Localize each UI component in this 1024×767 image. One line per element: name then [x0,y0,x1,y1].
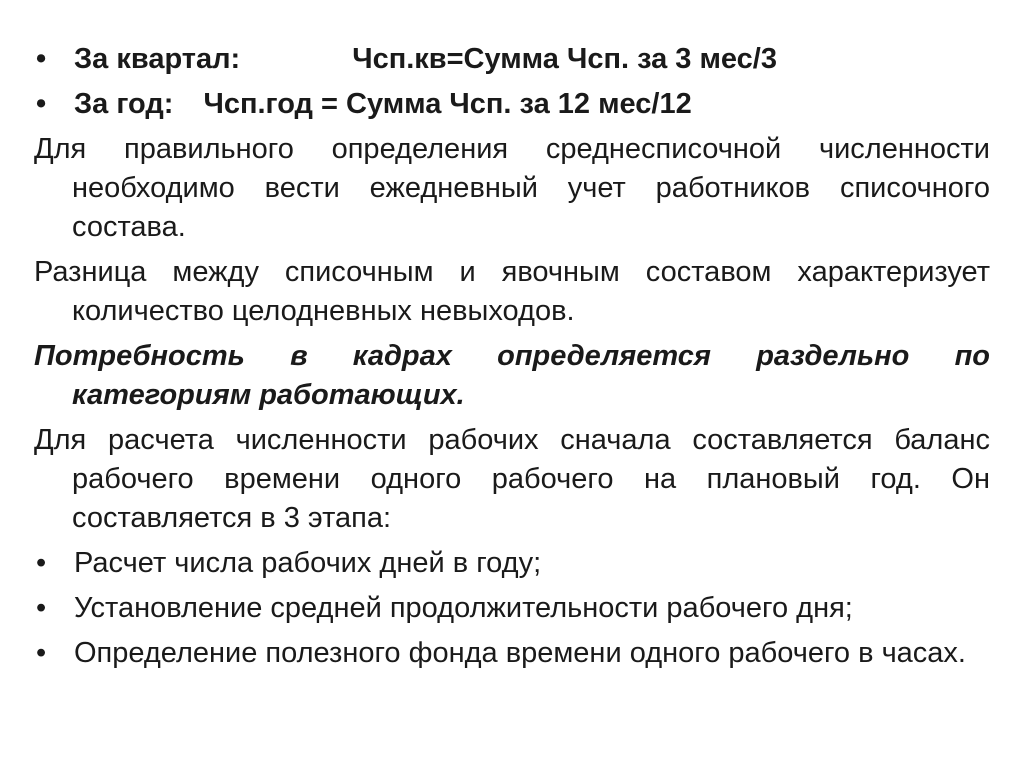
bullet-icon: • [36,43,47,75]
paragraph-balance: Для расчета численности рабочих сначала составляется баланс рабочего времени одного рабочего на плановый год. Он составляется в 3 этапа: [34,424,990,534]
paragraph-daily-accounting: Для правильного определения среднесписочной численности необходимо вести ежедневный учет работников списочного состава. [34,133,990,243]
paragraph-difference: Разница между списочным и явочным составом характеризует количество целодневных невыходов. [34,256,990,327]
formula-year-label: За год: [74,88,174,120]
bullet-icon: • [36,88,47,120]
formula-year-text: Чсп.год = Сумма Чсп. за 12 мес/12 [203,88,692,120]
formula-quarter-label: За квартал: [74,43,241,75]
slide-content [34,40,990,679]
bullet-icon: • [36,547,47,579]
stage-item-2 [34,589,990,628]
paragraph-staff-need: Потребность в кадрах определяется раздельно по категориям работающих. [34,340,990,411]
formula-quarter-text: Чсп.кв=Сумма Чсп. за 3 мес/3 [352,43,777,75]
formula-quarter-row [34,40,990,79]
stage-item-text: Установление средней продолжительности рабочего дня; [74,592,853,624]
stage-item-text: Определение полезного фонда времени одного рабочего в часах. [74,637,966,669]
stage-item-text: Расчет числа рабочих дней в году; [74,547,542,579]
stage-item-3 [34,634,990,673]
bullet-icon: • [36,637,47,669]
stage-item-1 [34,544,990,583]
formula-year-row [34,85,990,124]
bullet-icon: • [36,592,47,624]
